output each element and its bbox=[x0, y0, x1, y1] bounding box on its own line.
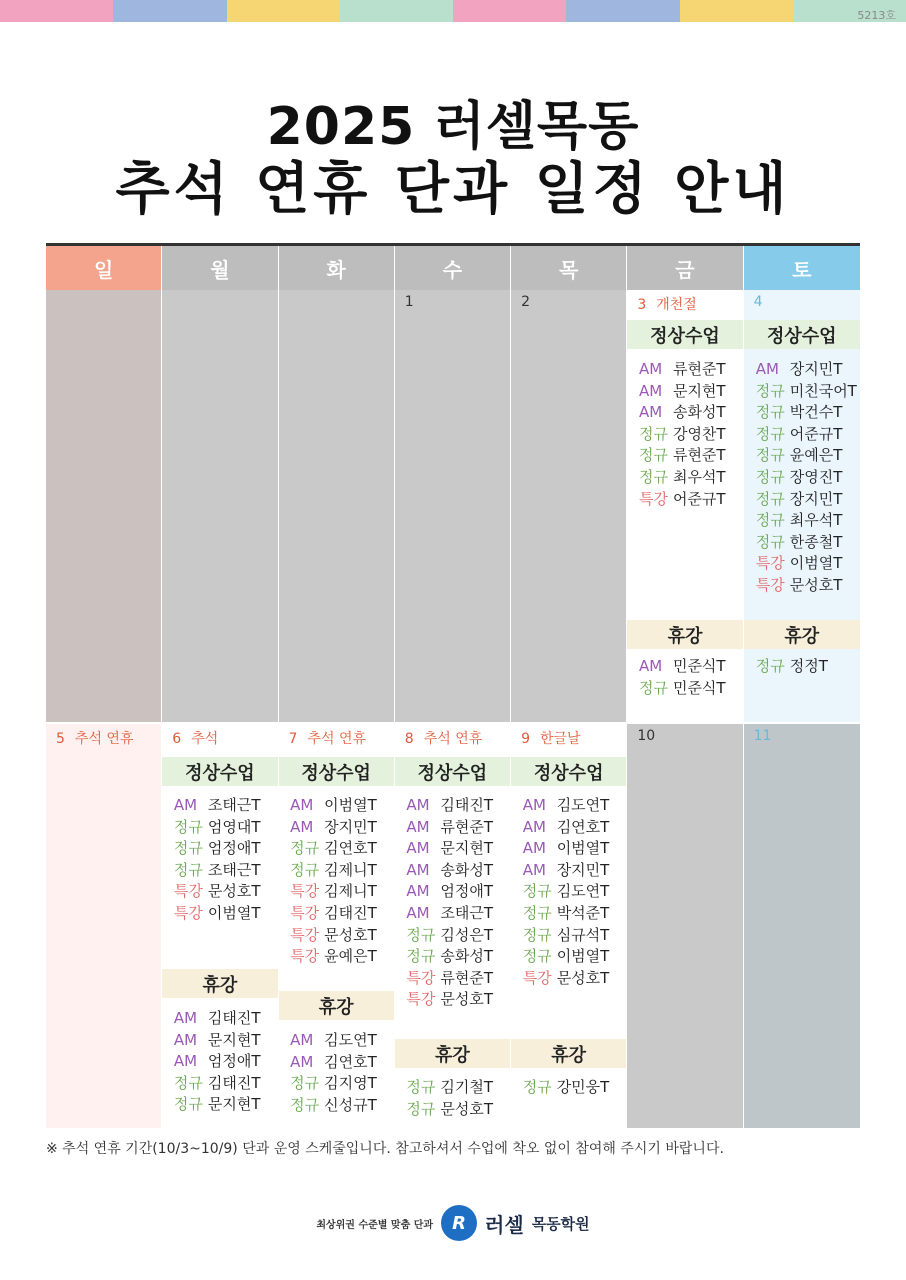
teacher-name: 김도연T bbox=[556, 882, 610, 901]
teacher-name: 송화성T bbox=[440, 860, 494, 879]
day-number-value: 11 bbox=[753, 728, 772, 744]
teacher-entry bbox=[627, 445, 742, 467]
calendar-day-cell bbox=[46, 724, 162, 1128]
teacher-name: 장영진T bbox=[789, 467, 843, 486]
teacher-entry bbox=[744, 467, 860, 489]
class-type-tag: AM bbox=[406, 903, 430, 922]
teacher-list bbox=[627, 656, 742, 699]
teacher-name: 박건수T bbox=[789, 403, 843, 422]
teacher-entry bbox=[395, 903, 510, 925]
class-type-tag: 특강 bbox=[173, 882, 203, 901]
day-number-value: 10 bbox=[637, 728, 656, 744]
holiday-name: 개천절 bbox=[656, 297, 697, 313]
class-type-tag: AM bbox=[173, 1009, 198, 1027]
day-number-value: 9 bbox=[521, 731, 530, 747]
calendar-day-cell bbox=[162, 724, 278, 1128]
teacher-name: 최우석T bbox=[672, 467, 726, 486]
teacher-name: 장지민T bbox=[789, 489, 843, 508]
day-number bbox=[172, 728, 218, 748]
normal-class-header: 정상수업 bbox=[279, 757, 394, 786]
page-title: 2025 러셀목동 bbox=[266, 97, 640, 157]
teacher-name: 조태근T bbox=[207, 860, 261, 879]
teacher-name: 이범열T bbox=[556, 839, 610, 858]
teacher-list bbox=[162, 1008, 277, 1116]
teacher-entry bbox=[162, 881, 277, 903]
teacher-list bbox=[744, 359, 860, 597]
teacher-name: 김도연T bbox=[324, 1031, 377, 1049]
calendar-day-cell bbox=[279, 724, 395, 1128]
class-type-tag: 특강 bbox=[406, 968, 436, 987]
calendar-day-cell bbox=[744, 290, 860, 722]
class-type-tag: AM bbox=[290, 796, 314, 814]
teacher-entry bbox=[395, 946, 510, 968]
class-type-tag: 정규 bbox=[173, 839, 203, 858]
teacher-entry bbox=[511, 881, 626, 903]
teacher-name: 김기철T bbox=[440, 1078, 494, 1096]
teacher-list bbox=[162, 795, 277, 925]
class-type-tag: 정규 bbox=[290, 1074, 320, 1093]
teacher-name: 조태근T bbox=[440, 903, 494, 922]
teacher-name: 김도연T bbox=[556, 796, 610, 814]
class-type-tag: AM bbox=[173, 1052, 198, 1071]
teacher-name: 류현준T bbox=[672, 360, 726, 378]
calendar-day-cell bbox=[511, 724, 627, 1128]
teacher-name: 한종철T bbox=[789, 532, 843, 551]
teacher-list bbox=[744, 656, 860, 678]
teacher-name: 김태진T bbox=[440, 796, 494, 814]
teacher-name: 김태진T bbox=[207, 1009, 261, 1027]
teacher-name: 문지현T bbox=[207, 1030, 261, 1049]
teacher-name: 김태진T bbox=[324, 903, 377, 922]
teacher-name: 류현준T bbox=[672, 446, 726, 465]
teacher-name: 어준규T bbox=[789, 424, 843, 443]
calendar-day-cell bbox=[627, 724, 743, 1128]
teacher-entry bbox=[279, 1095, 394, 1117]
teacher-entry bbox=[511, 838, 626, 860]
class-type-tag: 정규 bbox=[522, 1078, 552, 1096]
day-number-value: 6 bbox=[172, 731, 182, 747]
teacher-entry bbox=[162, 1073, 277, 1095]
class-type-tag: AM bbox=[406, 860, 430, 879]
day-number-value: 4 bbox=[753, 294, 763, 310]
class-type-tag: AM bbox=[522, 839, 546, 858]
teacher-entry bbox=[279, 1052, 394, 1074]
teacher-entry bbox=[744, 510, 860, 532]
class-type-tag: 정규 bbox=[173, 860, 203, 879]
teacher-entry bbox=[744, 656, 860, 678]
class-type-tag: 정규 bbox=[406, 1099, 436, 1118]
teacher-entry bbox=[395, 881, 510, 903]
footnote: ※ 추석 연휴 기간(10/3~10/9) 단과 운영 스케줄입니다. 참고하셔서 수업에 착오 없이 참여해 주시기 바랍니다. bbox=[46, 1141, 724, 1157]
calendar-day-cell bbox=[511, 290, 627, 722]
teacher-name: 장지민T bbox=[324, 817, 377, 836]
teacher-name: 문성호T bbox=[440, 990, 494, 1009]
class-type-tag: 특강 bbox=[755, 554, 785, 573]
color-bar-segment bbox=[227, 0, 340, 22]
cancelled-class-header: 휴강 bbox=[162, 969, 277, 998]
weekday-header: 화 bbox=[279, 246, 395, 290]
teacher-entry bbox=[395, 989, 510, 1011]
cancelled-class-header: 휴강 bbox=[627, 620, 742, 649]
teacher-entry bbox=[162, 838, 277, 860]
brand-tagline: 최상위권 수준별 맞춤 단과 bbox=[316, 1219, 434, 1231]
teacher-name: 류현준T bbox=[440, 817, 494, 836]
class-type-tag: AM bbox=[638, 403, 663, 422]
teacher-entry bbox=[279, 838, 394, 860]
teacher-name: 강민웅T bbox=[556, 1078, 610, 1096]
class-type-tag: 정규 bbox=[755, 446, 785, 465]
day-number bbox=[405, 294, 414, 310]
teacher-entry bbox=[162, 1008, 277, 1030]
teacher-entry bbox=[279, 903, 394, 925]
class-type-tag: 정규 bbox=[290, 1095, 320, 1114]
teacher-name: 엄정애T bbox=[207, 839, 261, 858]
class-type-tag: 정규 bbox=[638, 446, 668, 465]
class-type-tag: 정규 bbox=[755, 381, 785, 400]
teacher-name: 김연호T bbox=[324, 1052, 377, 1071]
teacher-list bbox=[279, 795, 394, 968]
teacher-entry bbox=[395, 1099, 510, 1121]
day-number bbox=[754, 728, 772, 744]
teacher-entry bbox=[395, 838, 510, 860]
teacher-name: 윤예은T bbox=[789, 446, 843, 465]
top-color-bar bbox=[0, 0, 906, 22]
teacher-entry bbox=[279, 1030, 394, 1052]
class-type-tag: AM bbox=[755, 360, 779, 378]
teacher-entry bbox=[162, 1051, 277, 1073]
calendar-day-cell bbox=[744, 724, 860, 1128]
teacher-name: 장지민T bbox=[789, 360, 843, 378]
teacher-entry bbox=[627, 381, 742, 403]
weekday-header: 금 bbox=[627, 246, 743, 290]
class-type-tag: AM bbox=[406, 882, 430, 901]
teacher-name: 김지영T bbox=[324, 1074, 377, 1093]
class-type-tag: 특강 bbox=[290, 903, 320, 922]
class-type-tag: AM bbox=[173, 796, 198, 814]
teacher-entry bbox=[511, 1077, 626, 1099]
brand-name: 러셀 bbox=[485, 1212, 524, 1237]
teacher-list bbox=[279, 1030, 394, 1116]
day-number-value: 1 bbox=[404, 294, 414, 310]
teacher-name: 문지현T bbox=[672, 381, 726, 400]
teacher-entry bbox=[627, 359, 742, 381]
class-type-tag: 정규 bbox=[173, 1095, 203, 1114]
teacher-list bbox=[395, 1077, 510, 1120]
brand-logo-icon: R bbox=[441, 1205, 477, 1241]
teacher-entry bbox=[627, 489, 742, 511]
teacher-entry bbox=[511, 946, 626, 968]
day-number bbox=[56, 728, 133, 748]
teacher-name: 김연호T bbox=[324, 839, 377, 858]
teacher-entry bbox=[395, 795, 510, 817]
teacher-name: 윤예은T bbox=[324, 947, 377, 966]
weekday-header-row bbox=[46, 246, 860, 290]
weekday-header: 수 bbox=[395, 246, 511, 290]
class-type-tag: 특강 bbox=[173, 903, 203, 922]
teacher-entry bbox=[279, 925, 394, 947]
cancelled-class-header: 휴강 bbox=[744, 620, 860, 649]
class-type-tag: 정규 bbox=[290, 860, 320, 879]
day-number bbox=[637, 728, 655, 744]
teacher-name: 문지현T bbox=[440, 839, 494, 858]
teacher-name: 이범열T bbox=[556, 947, 610, 966]
teacher-entry bbox=[511, 968, 626, 990]
teacher-name: 장지민T bbox=[556, 860, 610, 879]
teacher-name: 엄영대T bbox=[207, 817, 261, 836]
teacher-name: 엄정애T bbox=[440, 882, 494, 901]
brand-branch: 목동학원 bbox=[531, 1214, 590, 1233]
teacher-name: 민준식T bbox=[672, 678, 726, 697]
calendar-week-1 bbox=[46, 290, 860, 722]
class-type-tag: 정규 bbox=[638, 467, 668, 486]
class-type-tag: 정규 bbox=[173, 1073, 203, 1092]
teacher-entry bbox=[744, 381, 860, 403]
teacher-name: 류현준T bbox=[440, 968, 494, 987]
cancelled-class-header: 휴강 bbox=[279, 991, 394, 1020]
teacher-entry bbox=[744, 489, 860, 511]
teacher-entry bbox=[162, 817, 277, 839]
class-type-tag: 특강 bbox=[290, 947, 320, 966]
teacher-entry bbox=[744, 424, 860, 446]
teacher-name: 조태근T bbox=[207, 796, 261, 814]
class-type-tag: 정규 bbox=[638, 678, 668, 697]
class-type-tag: 정규 bbox=[638, 424, 668, 443]
teacher-entry bbox=[395, 817, 510, 839]
teacher-entry bbox=[744, 402, 860, 424]
class-type-tag: 정규 bbox=[522, 947, 552, 966]
class-type-tag: AM bbox=[406, 839, 430, 858]
color-bar-segment bbox=[566, 0, 679, 22]
teacher-entry bbox=[162, 1094, 277, 1116]
cancelled-class-header: 휴강 bbox=[511, 1039, 626, 1068]
color-bar-segment bbox=[680, 0, 793, 22]
day-number bbox=[754, 294, 763, 310]
class-type-tag: 특강 bbox=[522, 968, 552, 987]
teacher-entry bbox=[744, 532, 860, 554]
teacher-entry bbox=[744, 553, 860, 575]
teacher-name: 송화성T bbox=[672, 403, 726, 422]
calendar-day-cell bbox=[162, 290, 278, 722]
day-number-value: 7 bbox=[288, 731, 298, 747]
teacher-name: 박석준T bbox=[556, 903, 610, 922]
teacher-entry bbox=[627, 678, 742, 700]
teacher-entry bbox=[162, 903, 277, 925]
day-number-value: 3 bbox=[637, 297, 647, 313]
class-type-tag: 특강 bbox=[290, 882, 320, 901]
teacher-name: 문지현T bbox=[207, 1095, 261, 1114]
teacher-name: 미친국어T bbox=[789, 381, 857, 400]
class-type-tag: AM bbox=[522, 860, 546, 879]
teacher-entry bbox=[627, 402, 742, 424]
teacher-entry bbox=[395, 925, 510, 947]
teacher-list bbox=[511, 1077, 626, 1099]
calendar-day-cell bbox=[627, 290, 743, 722]
class-type-tag: 정규 bbox=[755, 511, 785, 530]
class-type-tag: AM bbox=[638, 657, 663, 675]
class-type-tag: 정규 bbox=[173, 817, 203, 836]
teacher-name: 송화성T bbox=[440, 947, 494, 966]
class-type-tag: 정규 bbox=[522, 925, 552, 944]
teacher-name: 김제니T bbox=[324, 860, 377, 879]
normal-class-header: 정상수업 bbox=[395, 757, 510, 786]
class-type-tag: 정규 bbox=[406, 925, 436, 944]
teacher-name: 문성호T bbox=[440, 1099, 494, 1118]
teacher-list bbox=[395, 795, 510, 1011]
teacher-entry bbox=[162, 1030, 277, 1052]
teacher-entry bbox=[511, 817, 626, 839]
teacher-entry bbox=[279, 881, 394, 903]
calendar-week-2 bbox=[46, 724, 860, 1128]
class-type-tag: AM bbox=[522, 796, 546, 814]
weekday-header: 일 bbox=[46, 246, 162, 290]
teacher-entry bbox=[511, 860, 626, 882]
class-type-tag: AM bbox=[406, 817, 430, 836]
teacher-entry bbox=[162, 860, 277, 882]
teacher-entry bbox=[511, 903, 626, 925]
teacher-name: 신성규T bbox=[324, 1095, 377, 1114]
day-number bbox=[289, 728, 366, 748]
teacher-name: 김성은T bbox=[440, 925, 494, 944]
teacher-name: 문성호T bbox=[207, 882, 261, 901]
teacher-list bbox=[511, 795, 626, 989]
teacher-entry bbox=[162, 795, 277, 817]
weekday-header: 토 bbox=[744, 246, 860, 290]
class-type-tag: AM bbox=[406, 796, 430, 814]
teacher-name: 정정T bbox=[789, 657, 828, 675]
teacher-name: 심규석T bbox=[556, 925, 610, 944]
class-type-tag: 정규 bbox=[522, 903, 552, 922]
class-type-tag: AM bbox=[638, 381, 663, 400]
teacher-name: 이범열T bbox=[207, 903, 261, 922]
color-bar-segment bbox=[340, 0, 453, 22]
class-type-tag: AM bbox=[290, 817, 314, 836]
teacher-entry bbox=[395, 968, 510, 990]
day-number-value: 8 bbox=[404, 731, 414, 747]
calendar-day-cell bbox=[395, 290, 511, 722]
teacher-name: 강영찬T bbox=[672, 424, 726, 443]
teacher-entry bbox=[395, 1077, 510, 1099]
holiday-name: 한글날 bbox=[539, 731, 581, 747]
calendar-day-cell bbox=[46, 290, 162, 722]
class-type-tag: 정규 bbox=[755, 403, 785, 422]
class-type-tag: AM bbox=[290, 1031, 314, 1049]
day-number bbox=[521, 294, 530, 310]
day-number bbox=[405, 728, 482, 748]
teacher-entry bbox=[627, 656, 742, 678]
color-bar-segment bbox=[0, 0, 113, 22]
class-type-tag: 특강 bbox=[290, 925, 320, 944]
class-type-tag: AM bbox=[290, 1052, 314, 1071]
teacher-name: 김연호T bbox=[556, 817, 610, 836]
teacher-entry bbox=[627, 424, 742, 446]
teacher-name: 민준식T bbox=[672, 657, 726, 675]
teacher-name: 이범열T bbox=[324, 796, 377, 814]
teacher-name: 최우석T bbox=[789, 511, 843, 530]
class-type-tag: AM bbox=[638, 360, 663, 378]
teacher-name: 엄정애T bbox=[207, 1052, 261, 1071]
teacher-entry bbox=[279, 1073, 394, 1095]
holiday-name: 추석 bbox=[191, 731, 219, 747]
teacher-name: 문성호T bbox=[324, 925, 377, 944]
class-type-tag: AM bbox=[522, 817, 546, 836]
teacher-name: 김제니T bbox=[324, 882, 377, 901]
class-type-tag: 정규 bbox=[755, 424, 785, 443]
page-subtitle: 추석 연휴 단과 일정 안내 bbox=[115, 157, 791, 222]
teacher-name: 문성호T bbox=[556, 968, 610, 987]
class-type-tag: 정규 bbox=[290, 839, 320, 858]
normal-class-header: 정상수업 bbox=[627, 320, 742, 349]
teacher-name: 어준규T bbox=[672, 489, 726, 508]
day-number-value: 5 bbox=[56, 731, 65, 747]
holiday-name: 추석 연휴 bbox=[307, 731, 366, 747]
class-type-tag: AM bbox=[173, 1030, 198, 1049]
teacher-entry bbox=[511, 795, 626, 817]
teacher-entry bbox=[279, 946, 394, 968]
teacher-entry bbox=[279, 817, 394, 839]
class-type-tag: 정규 bbox=[755, 489, 785, 508]
calendar-day-cell bbox=[395, 724, 511, 1128]
cancelled-class-header: 휴강 bbox=[395, 1039, 510, 1068]
teacher-entry bbox=[744, 575, 860, 597]
class-type-tag: 특강 bbox=[406, 990, 436, 1009]
brand-footer bbox=[0, 1205, 906, 1241]
normal-class-header: 정상수업 bbox=[162, 757, 277, 786]
teacher-entry bbox=[511, 925, 626, 947]
day-number bbox=[521, 728, 581, 748]
day-number-value: 2 bbox=[521, 294, 530, 310]
weekday-header: 월 bbox=[162, 246, 278, 290]
teacher-list bbox=[627, 359, 742, 510]
normal-class-header: 정상수업 bbox=[511, 757, 626, 786]
day-number bbox=[637, 294, 697, 314]
teacher-entry bbox=[395, 860, 510, 882]
teacher-name: 이범열T bbox=[789, 554, 843, 573]
normal-class-header: 정상수업 bbox=[744, 320, 860, 349]
teacher-name: 김태진T bbox=[207, 1073, 261, 1092]
teacher-name: 문성호T bbox=[789, 575, 843, 594]
teacher-entry bbox=[279, 860, 394, 882]
holiday-name: 추석 연휴 bbox=[423, 731, 483, 747]
teacher-entry bbox=[744, 359, 860, 381]
teacher-entry bbox=[627, 467, 742, 489]
serial-number: 5213호 bbox=[857, 9, 896, 22]
teacher-entry bbox=[744, 445, 860, 467]
class-type-tag: 정규 bbox=[755, 467, 785, 486]
color-bar-segment bbox=[113, 0, 226, 22]
class-type-tag: 정규 bbox=[522, 882, 552, 901]
class-type-tag: 정규 bbox=[406, 947, 436, 966]
weekday-header: 목 bbox=[511, 246, 627, 290]
class-type-tag: 특강 bbox=[755, 575, 785, 594]
class-type-tag: 특강 bbox=[638, 489, 668, 508]
class-type-tag: 정규 bbox=[755, 657, 785, 675]
calendar-day-cell bbox=[279, 290, 395, 722]
class-type-tag: 정규 bbox=[755, 532, 785, 551]
schedule-calendar bbox=[46, 243, 860, 1128]
class-type-tag: 정규 bbox=[406, 1078, 436, 1096]
holiday-name: 추석 연휴 bbox=[74, 731, 134, 747]
teacher-entry bbox=[279, 795, 394, 817]
color-bar-segment bbox=[453, 0, 566, 22]
